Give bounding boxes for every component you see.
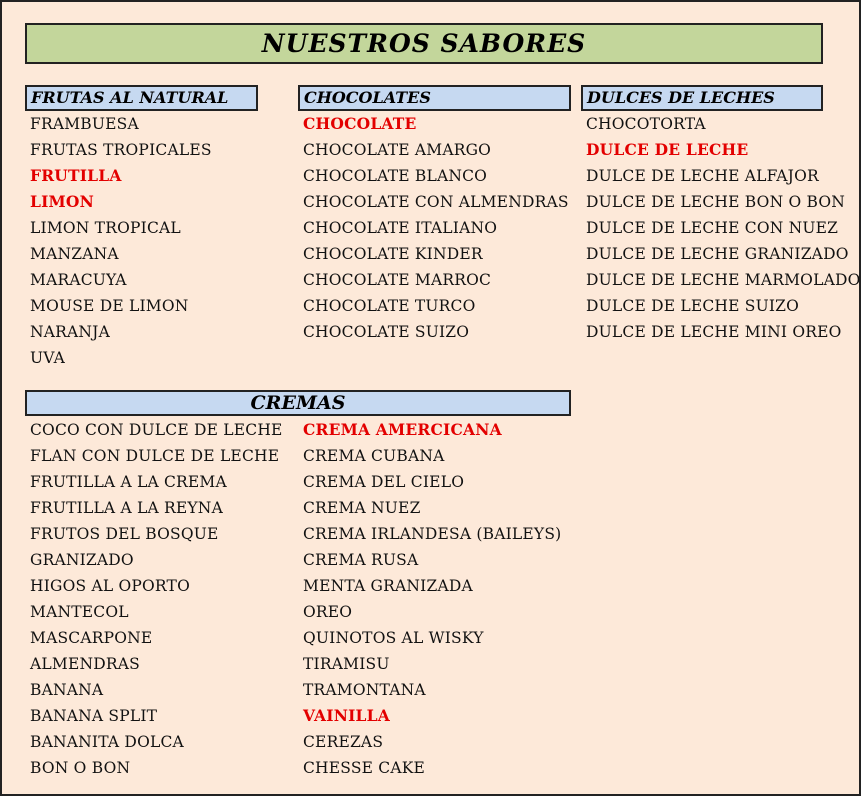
flavor-item: DULCE DE LECHE CON NUEZ <box>586 219 839 237</box>
flavor-item: LIMON <box>30 192 94 211</box>
flavor-item: DULCE DE LECHE ALFAJOR <box>586 167 819 185</box>
flavor-item: FLAN CON DULCE DE LECHE <box>30 447 280 465</box>
flavor-item: VAINILLA <box>303 706 390 725</box>
flavor-item: LIMON TROPICAL <box>30 219 181 237</box>
flavor-item: CREMA NUEZ <box>303 499 421 517</box>
flavor-list-cremas-right <box>303 417 561 781</box>
flavor-item: FRUTILLA <box>30 166 122 185</box>
flavor-item: MANTECOL <box>30 603 129 621</box>
flavor-item: CEREZAS <box>303 733 384 751</box>
page-title: NUESTROS SABORES <box>25 23 823 64</box>
flavor-item: DULCE DE LECHE MARMOLADO <box>586 271 861 289</box>
flavor-item: MASCARPONE <box>30 629 153 647</box>
flavor-item: CHESSE CAKE <box>303 759 426 777</box>
flavor-item: OREO <box>303 603 353 621</box>
flavor-item: CHOCOLATE MARROC <box>303 271 492 289</box>
flavor-item: FRUTAS TROPICALES <box>30 141 212 159</box>
flavor-item: CREMA AMERCICANA <box>303 420 502 439</box>
flavor-item: NARANJA <box>30 323 110 341</box>
flavor-item: CHOCOLATE AMARGO <box>303 141 492 159</box>
section-header-dulces: DULCES DE LECHES <box>581 85 823 111</box>
flavor-item: MENTA GRANIZADA <box>303 577 473 595</box>
flavor-item: CHOCOLATE CON ALMENDRAS <box>303 193 569 211</box>
flavor-item: FRUTOS DEL BOSQUE <box>30 525 219 543</box>
flavor-item: DULCE DE LECHE SUIZO <box>586 297 800 315</box>
flavor-item: ALMENDRAS <box>30 655 140 673</box>
flavor-item: CREMA IRLANDESA (BAILEYS) <box>303 525 562 543</box>
flavor-item: DULCE DE LECHE MINI OREO <box>586 323 842 341</box>
flavor-item: QUINOTOS AL WISKY <box>303 629 484 647</box>
flavor-item: CHOCOLATE TURCO <box>303 297 476 315</box>
flavor-item: CHOCOLATE SUIZO <box>303 323 470 341</box>
flavor-item: DULCE DE LECHE <box>586 140 749 159</box>
flavor-item: MOUSE DE LIMON <box>30 297 189 315</box>
flavor-item: BON O BON <box>30 759 131 777</box>
flavor-item: BANANA <box>30 681 104 699</box>
flavor-item: CHOCOLATE ITALIANO <box>303 219 498 237</box>
flavor-item: TRAMONTANA <box>303 681 426 699</box>
flavor-list-frutas <box>30 111 212 371</box>
flavor-item: CREMA DEL CIELO <box>303 473 465 491</box>
flavor-item: FRUTILLA A LA REYNA <box>30 499 223 517</box>
flavor-item: MARACUYA <box>30 271 127 289</box>
flavor-item: FRUTILLA A LA CREMA <box>30 473 227 491</box>
flavor-item: BANANITA DOLCA <box>30 733 184 751</box>
flavor-item: COCO CON DULCE DE LECHE <box>30 421 283 439</box>
section-header-chocolates: CHOCOLATES <box>298 85 571 111</box>
flavor-item: FRAMBUESA <box>30 115 139 133</box>
section-header-cremas: CREMAS <box>25 390 571 416</box>
flavor-list-dulces <box>586 111 861 345</box>
flavor-item: CHOCOTORTA <box>586 115 706 133</box>
flavor-item: DULCE DE LECHE GRANIZADO <box>586 245 849 263</box>
flavor-item: TIRAMISU <box>303 655 390 673</box>
flavor-item: DULCE DE LECHE BON O BON <box>586 193 846 211</box>
flavor-item: CHOCOLATE BLANCO <box>303 167 488 185</box>
flavor-item: MANZANA <box>30 245 119 263</box>
flavor-item: CREMA RUSA <box>303 551 419 569</box>
flavor-list-cremas-left <box>30 417 283 781</box>
flavor-item: CHOCOLATE KINDER <box>303 245 483 263</box>
flavor-item: UVA <box>30 349 65 367</box>
flavor-item: BANANA SPLIT <box>30 707 158 725</box>
flavor-item: GRANIZADO <box>30 551 134 569</box>
flavor-item: CHOCOLATE <box>303 114 417 133</box>
flavor-item: CREMA CUBANA <box>303 447 445 465</box>
section-header-frutas: FRUTAS AL NATURAL <box>25 85 258 111</box>
flavor-item: HIGOS AL OPORTO <box>30 577 190 595</box>
flavor-list-chocolates <box>303 111 569 345</box>
